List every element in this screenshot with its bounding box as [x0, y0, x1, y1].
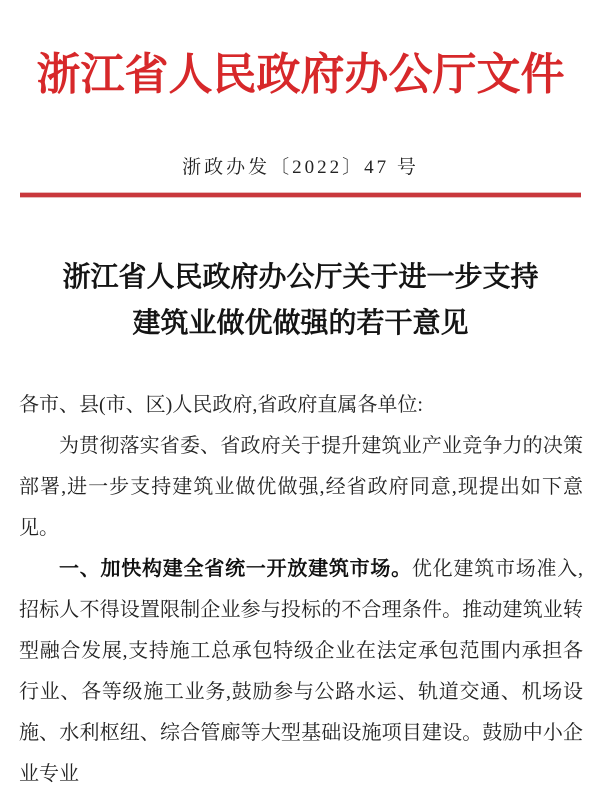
letterhead-title: 浙江省人民政府办公厅文件	[36, 50, 565, 99]
section-1-text: 优化建筑市场准入,招标人不得设置限制企业参与投标的不合理条件。推动建筑业转型融合发展,支持施工总承包特级企业在法定承包范围内承担各行业、各等级施工业务,鼓励参与公路水运、轨道交通、机场设施、水利枢纽、综合管廊等大型基础设施项目建设。鼓励中小企业专业	[19, 557, 584, 785]
section-1-heading: 一、加快构建全省统一开放建筑市场。	[59, 557, 412, 580]
red-divider-line	[20, 193, 581, 197]
document-body	[19, 385, 583, 795]
document-title	[0, 255, 601, 347]
section-1-paragraph	[19, 549, 583, 795]
salutation-line: 各市、县(市、区)人民政府,省政府直属各单位:	[19, 393, 423, 416]
letterhead	[0, 0, 601, 197]
document-number: 浙政办发〔2022〕47 号	[182, 156, 419, 178]
intro-paragraph-text: 为贯彻落实省委、省政府关于提升建筑业产业竞争力的决策部署,进一步支持建筑业做优做强,经省政府同意,现提出如下意见。	[19, 434, 583, 539]
document-title-line2: 建筑业做优做强的若干意见	[132, 307, 469, 339]
document-title-line1: 浙江省人民政府办公厅关于进一步支持	[62, 261, 539, 293]
intro-paragraph	[19, 426, 583, 549]
